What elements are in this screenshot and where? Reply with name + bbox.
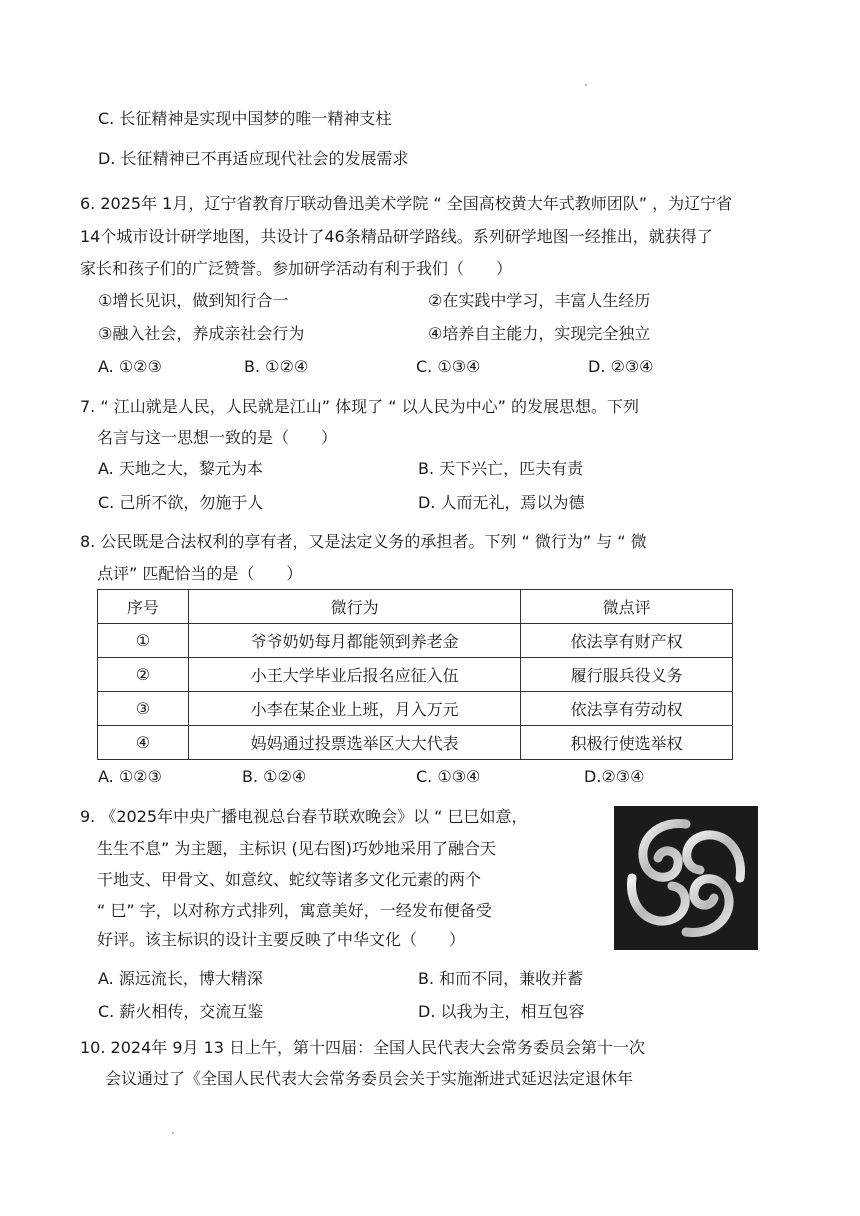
q9-stem-line2: 生生不息” 为主题，主标识 (见右图)巧妙地采用了融合天	[97, 839, 496, 858]
q9-stem-line5: 好评。该主标识的设计主要反映了中华文化（ ）	[97, 930, 466, 949]
table-cell: 爷爷奶奶每月都能领到养老金	[188, 624, 520, 658]
table-cell: 依法享有财产权	[521, 624, 733, 658]
q5-option-d[interactable]: D. 长征精神已不再适应现代社会的发展需求	[98, 149, 409, 168]
q7-option-a[interactable]: A. 天地之大，黎元为本	[98, 459, 263, 478]
q6-statement-3: ③融入社会，养成亲社会行为	[98, 324, 305, 343]
q9-stem-line4: “ 巳” 字，以对称方式排列，寓意美好，一经发布便备受	[97, 901, 492, 920]
q6-statement-4: ④培养自主能力，实现完全独立	[428, 324, 651, 343]
q6-option-b[interactable]: B. ①②④	[244, 357, 309, 376]
table-header-row	[98, 590, 733, 624]
q5-option-c[interactable]: C. 长征精神是实现中国梦的唯一精神支柱	[98, 109, 392, 128]
q9-stem-line3: 干地支、甲骨文、如意纹、蛇纹等诸多文化元素的两个	[97, 870, 482, 889]
scan-dot	[585, 84, 587, 86]
q9-option-b[interactable]: B. 和而不同，兼收并蓄	[418, 969, 584, 988]
q7-stem-line1: 7. “ 江山就是人民，人民就是江山” 体现了 “ 以人民为中心” 的发展思想。下列	[80, 397, 639, 416]
table-cell: ④	[98, 726, 189, 760]
q8-stem-line2: 点评” 匹配恰当的是（ ）	[97, 564, 303, 583]
q8-stem-line1: 8. 公民既是合法权利的享有者，又是法定义务的承担者。下列 “ 微行为” 与 “ 微	[80, 532, 647, 551]
table-cell: 积极行使选举权	[521, 726, 733, 760]
q6-option-d[interactable]: D. ②③④	[588, 357, 654, 376]
q6-stem-line3: 家长和孩子们的广泛赞誉。参加研学活动有利于我们（ ）	[80, 259, 513, 278]
q9-option-d[interactable]: D. 以我为主，相互包容	[418, 1002, 585, 1021]
q10-stem-line1: 10. 2024年 9月 13 日上午，第十四届：全国人民代表大会常务委员会第十一次	[80, 1038, 646, 1057]
q6-stem-line1: 6. 2025年 1月，辽宁省教育厅联动鲁迅美术学院 “ 全国高校黄大年式教师团队” ，为辽宁省	[80, 194, 733, 213]
q8-option-d[interactable]: D.②③④	[584, 767, 645, 786]
spring-festival-logo-image	[614, 806, 758, 950]
q6-statement-1: ①增长见识，做到知行合一	[98, 291, 289, 310]
table-cell: 妈妈通过投票选举区大大代表	[188, 726, 520, 760]
q8-table	[97, 589, 733, 760]
q9-stem-line1: 9. 《2025年中央广播电视总台春节联欢晚会》以 “ 巳巳如意，	[80, 807, 528, 826]
table-row	[98, 658, 733, 692]
q7-option-b[interactable]: B. 天下兴亡，匹夫有责	[418, 459, 584, 478]
si-logo-icon	[614, 806, 758, 950]
q6-statement-2: ②在实践中学习，丰富人生经历	[428, 291, 651, 310]
q7-option-d[interactable]: D. 人而无礼，焉以为德	[418, 493, 585, 512]
q6-option-c[interactable]: C. ①③④	[416, 357, 481, 376]
table-cell: 小李在某企业上班，月入万元	[188, 692, 520, 726]
q9-option-c[interactable]: C. 薪火相传，交流互鉴	[98, 1002, 264, 1021]
table-cell: 小王大学毕业后报名应征入伍	[188, 658, 520, 692]
q8-option-b[interactable]: B. ①②④	[242, 767, 307, 786]
table-row	[98, 624, 733, 658]
q8-option-a[interactable]: A. ①②③	[98, 767, 162, 786]
table-cell: 依法享有劳动权	[521, 692, 733, 726]
q9-option-a[interactable]: A. 源远流长，博大精深	[98, 969, 263, 988]
q8-option-c[interactable]: C. ①③④	[416, 767, 481, 786]
q10-stem-line2: 会议通过了《全国人民代表大会常务委员会关于实施渐进式延迟法定退休年	[105, 1069, 634, 1088]
table-row	[98, 692, 733, 726]
table-header-cell: 序号	[98, 590, 189, 624]
q7-option-c[interactable]: C. 己所不欲，勿施于人	[98, 493, 264, 512]
table-cell: 履行服兵役义务	[521, 658, 733, 692]
table-cell: ①	[98, 624, 189, 658]
table-row	[98, 726, 733, 760]
q6-option-a[interactable]: A. ①②③	[98, 357, 162, 376]
table-header-cell: 微点评	[521, 590, 733, 624]
table-cell: ③	[98, 692, 189, 726]
table-header-cell: 微行为	[188, 590, 520, 624]
scan-dot	[172, 1132, 174, 1134]
table-cell: ②	[98, 658, 189, 692]
q7-stem-line2: 名言与这一思想一致的是（ ）	[97, 428, 338, 447]
q6-stem-line2: 14个城市设计研学地图，共设计了46条精品研学路线。系列研学地图一经推出，就获得了	[80, 227, 713, 246]
